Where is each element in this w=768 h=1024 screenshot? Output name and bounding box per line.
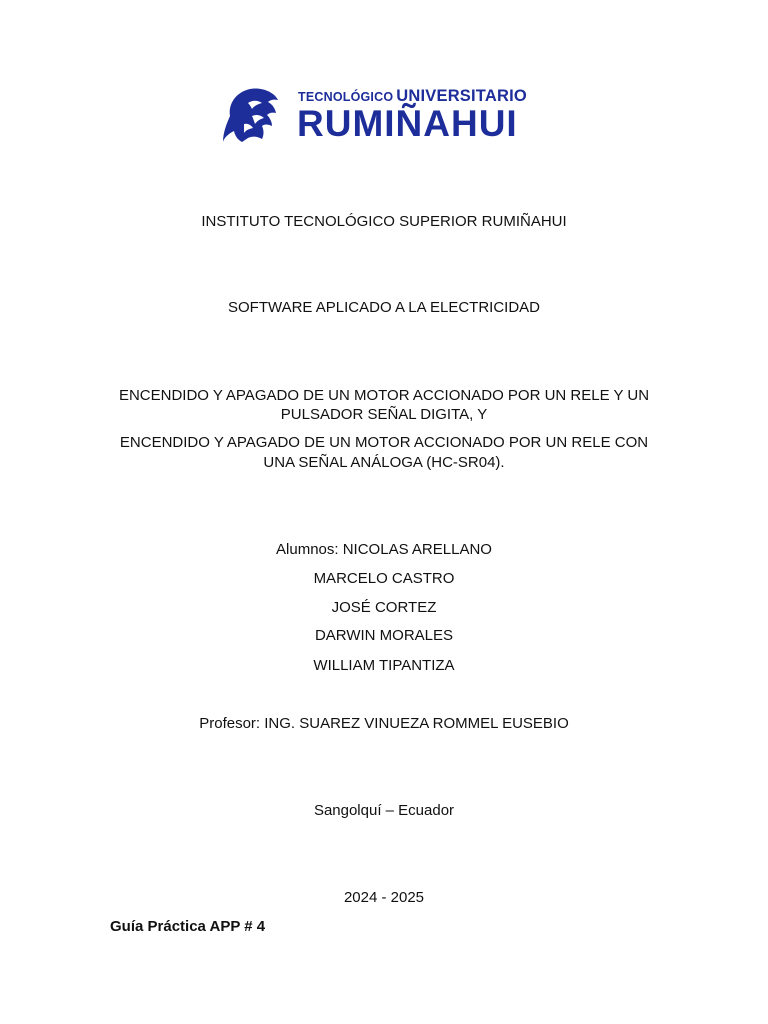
professor-line: Profesor: ING. SUAREZ VINUEZA ROMMEL EUSEBIO: [199, 715, 569, 732]
student-name: JOSÉ CORTEZ: [331, 599, 437, 616]
title-line-4: UNA SEÑAL ANÁLOGA (HC-SR04).: [263, 454, 505, 471]
student-name: MARCELO CASTRO: [313, 570, 455, 587]
students-line: Alumnos: NICOLAS ARELLANO: [276, 541, 492, 558]
institution-name: INSTITUTO TECNOLÓGICO SUPERIOR RUMIÑAHUI: [201, 213, 567, 230]
academic-period: 2024 - 2025: [343, 889, 425, 906]
title-line-1: ENCENDIDO Y APAGADO DE UN MOTOR ACCIONADO POR UN RELE Y UN: [118, 387, 650, 404]
guide-title: Guía Práctica APP # 4: [110, 918, 266, 935]
logo-line2: RUMIÑAHUI: [297, 103, 518, 144]
student-name: DARWIN MORALES: [314, 627, 454, 644]
university-logo: [222, 86, 546, 144]
rumi-head-icon: [222, 86, 282, 144]
course-name: SOFTWARE APLICADO A LA ELECTRICIDAD: [227, 299, 541, 316]
student-name: WILLIAM TIPANTIZA: [313, 657, 455, 674]
title-line-2: PULSADOR SEÑAL DIGITA, Y: [280, 406, 488, 423]
location: Sangolquí – Ecuador: [313, 802, 455, 819]
logo-line1-suffix: UNIVERSITARIO: [396, 87, 527, 105]
title-line-3: ENCENDIDO Y APAGADO DE UN MOTOR ACCIONADO POR UN RELE CON: [119, 434, 649, 451]
logo-line1-prefix: TECNOLÓGICO: [298, 90, 394, 104]
